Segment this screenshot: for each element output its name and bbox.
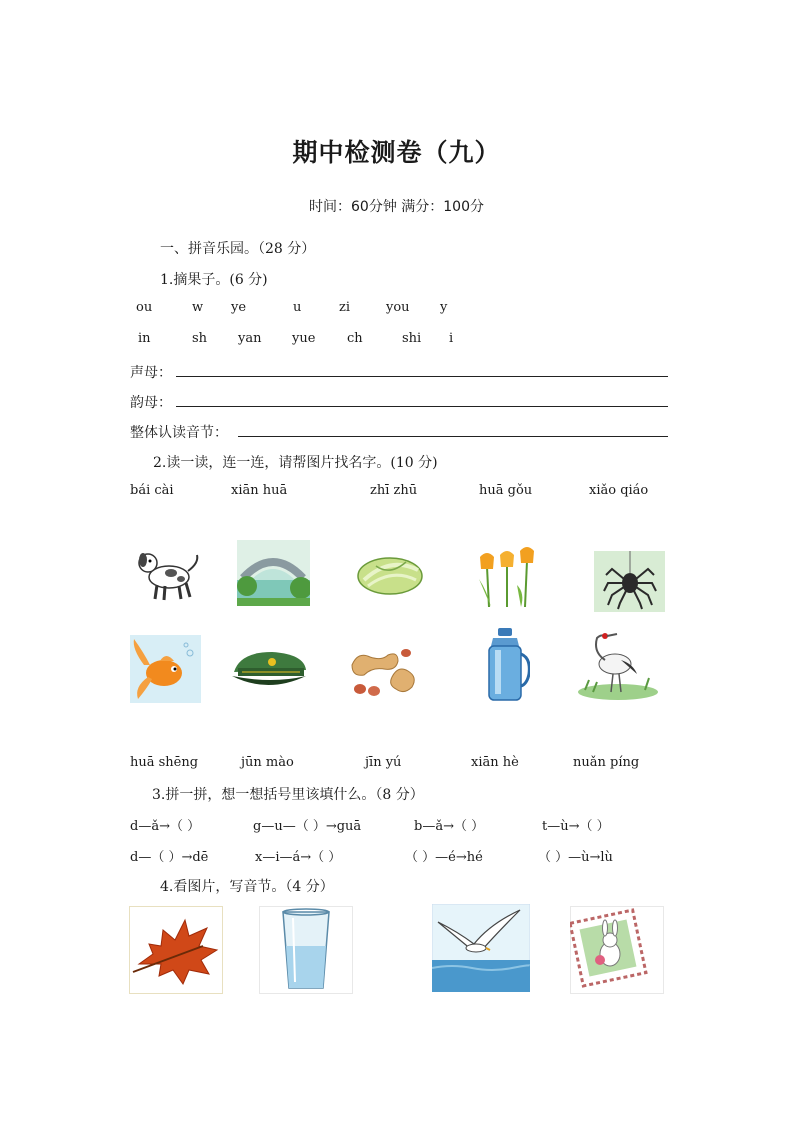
page-title: 期中检测卷（九） [292,138,501,167]
stamp-icon[interactable] [570,906,664,994]
pinyin-fruit: sh [192,331,208,346]
pinyin-word: zhī zhū [370,483,418,498]
dog-icon[interactable] [131,541,203,605]
spelling-item[interactable]: b—ǎ→（ ） [414,819,485,834]
pinyin-fruit: you [386,300,410,315]
spelling-item[interactable]: t—ù→（ ） [542,819,610,834]
pinyin-fruit: yue [292,331,316,346]
pinyin-fruit: yan [238,331,262,346]
pinyin-fruit: shi [402,331,422,346]
goldfish-icon[interactable] [130,635,201,703]
glass-icon[interactable] [259,906,353,994]
pinyin-word: huā shēng [130,755,199,770]
question-4-label: 4.看图片，写音节。（4 分） [160,879,334,895]
crane-icon[interactable] [575,630,661,702]
question-3-label: 3.拼一拼，想一想括号里该填什么。（8 分） [152,787,424,803]
spelling-item[interactable]: d—ǎ→（ ） [130,819,201,834]
seagull-icon[interactable] [432,904,530,992]
pinyin-word: xiǎo qiáo [589,483,649,498]
pinyin-fruit: y [440,300,448,315]
pinyin-word: jūn mào [241,755,294,770]
pinyin-fruit: ou [136,300,153,315]
cabbage-icon[interactable] [356,552,424,597]
exam-info: 时间：60分钟 满分：100分 [309,199,484,215]
fill-label-initials: 声母： [130,365,172,381]
spider-icon[interactable] [594,551,665,612]
pinyin-word: nuǎn píng [573,755,640,770]
pinyin-fruit: in [138,331,151,346]
pinyin-fruit: w [192,300,204,315]
peanut-icon[interactable] [346,647,422,699]
pinyin-word: xiān hè [471,755,519,770]
answer-line-whole-syllables[interactable] [238,436,668,437]
pinyin-fruit: u [293,300,302,315]
pinyin-word: xiān huā [231,483,288,498]
section-heading: 一、拼音乐园。（28 分） [160,241,316,257]
leaf-icon[interactable] [129,906,223,994]
spelling-item[interactable]: （ ）—ù→lù [538,850,613,865]
pinyin-word: huā gǒu [479,483,533,498]
fill-label-finals: 韵母： [130,395,172,411]
pinyin-fruit: i [449,331,454,346]
thermos-icon[interactable] [485,628,530,702]
question-1-label: 1.摘果子。(6 分) [160,272,268,288]
spelling-item[interactable]: （ ）—é→hé [405,850,483,865]
spelling-item[interactable]: x—i—á→（ ） [255,850,342,865]
pinyin-fruit: ch [347,331,363,346]
pinyin-word: jīn yú [365,755,402,770]
pinyin-fruit: zi [339,300,351,315]
bridge-icon[interactable] [237,540,310,606]
spelling-item[interactable]: d—（ ）→dē [130,850,209,865]
military-cap-icon[interactable] [228,650,310,692]
pinyin-fruit: ye [231,300,247,315]
pinyin-word: bái cài [130,483,174,498]
answer-line-finals[interactable] [176,406,668,407]
question-2-label: 2.读一读，连一连，请帮图片找名字。(10 分) [153,455,438,471]
tulip-icon[interactable] [473,545,541,607]
spelling-item[interactable]: g—u—（ ）→guā [253,819,362,834]
fill-label-whole-syllables: 整体认读音节： [130,425,228,441]
answer-line-initials[interactable] [176,376,668,377]
